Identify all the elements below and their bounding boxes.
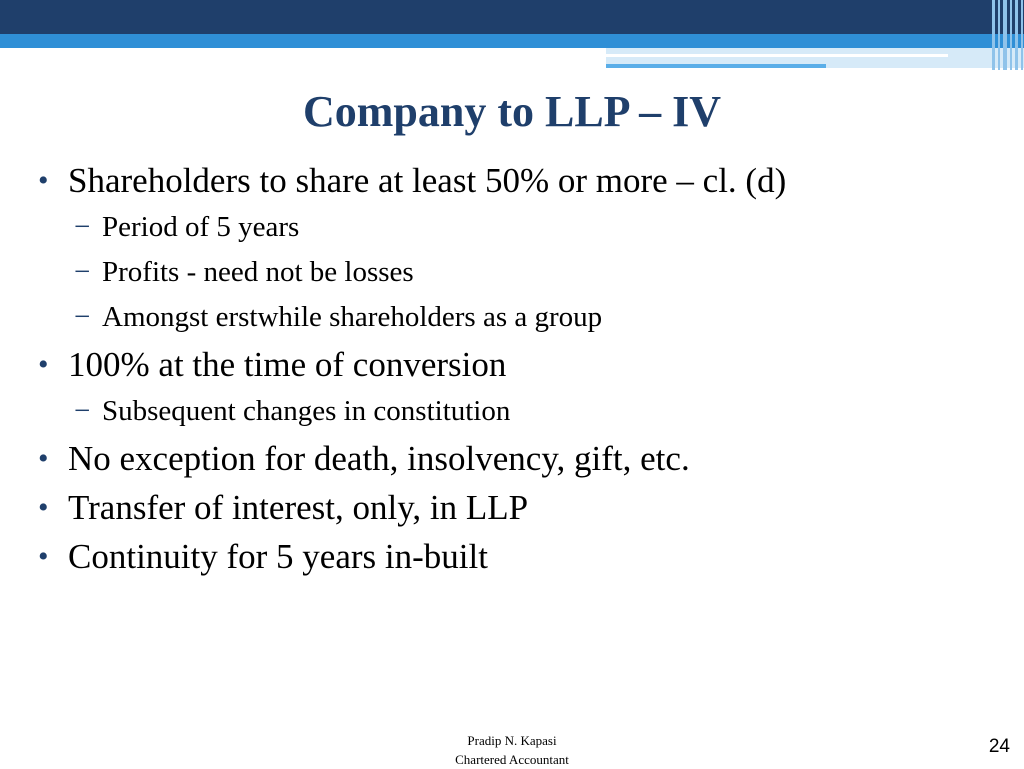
author-title: Chartered Accountant <box>455 752 569 767</box>
author-name: Pradip N. Kapasi <box>467 733 557 748</box>
bullet-icon: • <box>38 442 49 475</box>
dash-icon: − <box>74 256 91 288</box>
sub-bullet-text: Amongst erstwhile shareholders as a group <box>102 301 603 333</box>
slide-content <box>36 156 996 581</box>
bullet-icon: • <box>38 491 49 524</box>
sub-bullet-text: Profits - need not be losses <box>102 256 414 288</box>
slide-title: Company to LLP – IV <box>302 87 722 136</box>
sub-bullet-item <box>36 295 996 340</box>
bullet-text: 100% at the time of conversion <box>68 345 507 384</box>
bullet-icon: • <box>38 540 49 573</box>
page-number: 24 <box>988 736 1010 757</box>
bullet-text: Continuity for 5 years in-built <box>68 537 488 576</box>
footer-author <box>412 731 612 769</box>
bullet-text: No exception for death, insolvency, gift, etc. <box>68 439 690 478</box>
header-bar <box>0 0 1024 34</box>
bullet-item <box>36 434 996 483</box>
bullet-icon: • <box>38 348 49 381</box>
bullet-item <box>36 483 996 532</box>
bullet-icon: • <box>38 164 49 197</box>
bullet-item <box>36 532 996 581</box>
sub-bullet-item <box>36 389 996 434</box>
header-white-line <box>606 54 948 57</box>
sub-bullet-item <box>36 250 996 295</box>
bullet-text: Shareholders to share at least 50% or more – cl. (d) <box>68 161 787 200</box>
sub-bullet-text: Period of 5 years <box>102 211 300 243</box>
header-blue-line <box>606 64 826 68</box>
bullet-item <box>36 156 996 205</box>
bullet-text: Transfer of interest, only, in LLP <box>68 488 529 527</box>
sub-bullet-text: Subsequent changes in constitution <box>102 395 511 427</box>
header-decoration-bars <box>990 0 1024 70</box>
dash-icon: − <box>74 211 91 243</box>
dash-icon: − <box>74 395 91 427</box>
header-accent-strip <box>0 34 1024 48</box>
dash-icon: − <box>74 301 91 333</box>
sub-bullet-item <box>36 205 996 250</box>
bullet-item <box>36 340 996 389</box>
